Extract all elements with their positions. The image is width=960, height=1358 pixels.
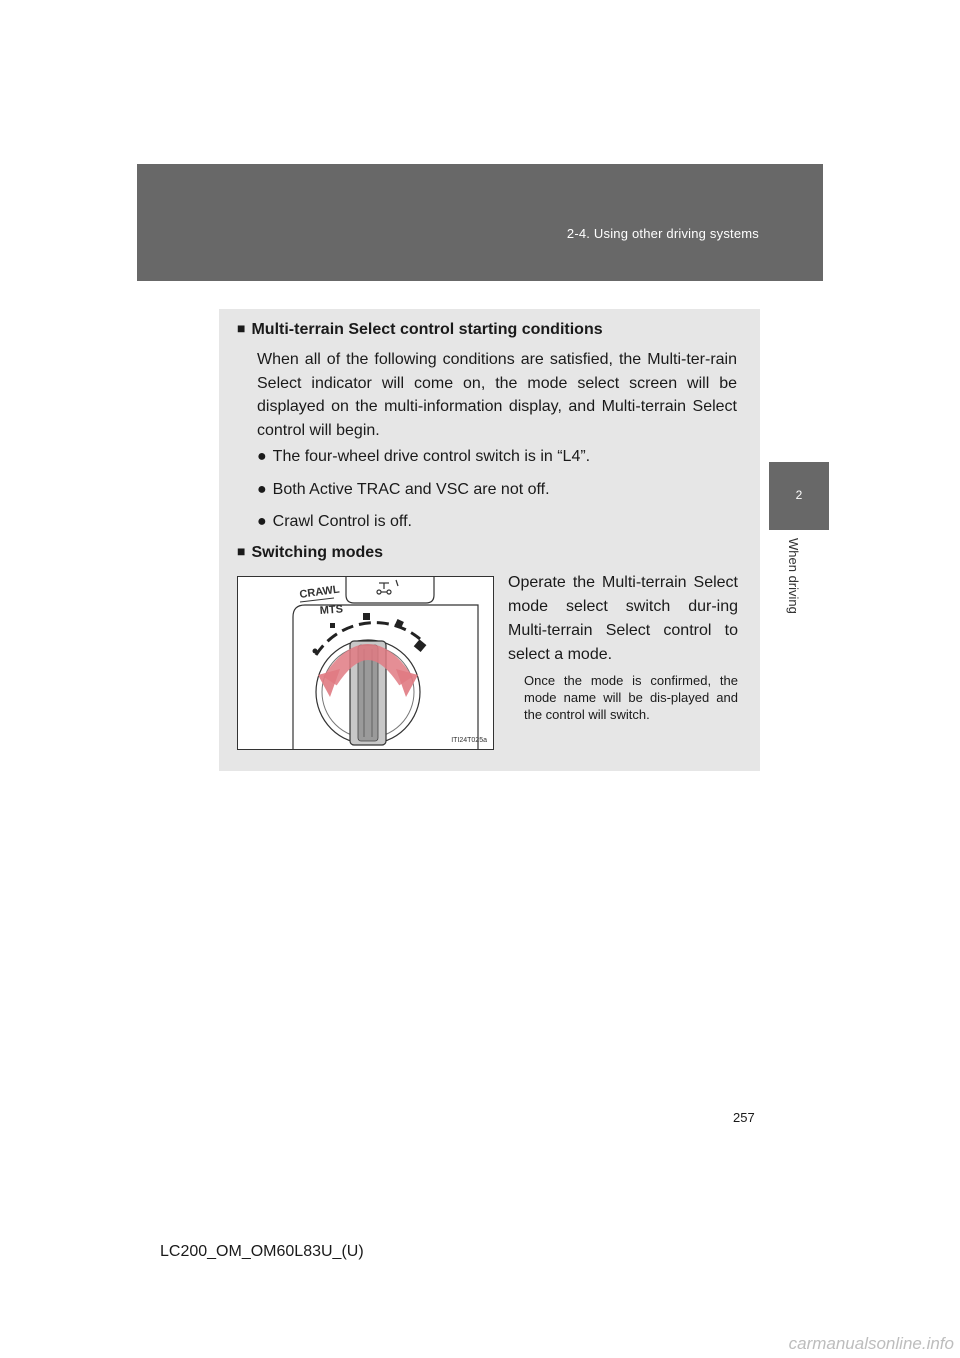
list-item bbox=[257, 513, 412, 531]
watermark-text[interactable]: carmanualsonline.info bbox=[788, 1334, 954, 1353]
header-bar bbox=[137, 164, 823, 281]
list-item-text: The four-wheel drive control switch is in “L4”. bbox=[272, 448, 591, 465]
switching-instruction: Operate the Multi-terrain Select mode select switch dur-ing Multi-terrain Select control to select a mode. bbox=[508, 574, 738, 663]
section-heading-starting-conditions bbox=[237, 321, 603, 339]
chapter-label: When driving bbox=[786, 538, 801, 614]
list-item-text: Crawl Control is off. bbox=[272, 513, 412, 530]
round-bullet-icon: ● bbox=[257, 513, 267, 530]
chapter-number: 2 bbox=[795, 488, 803, 502]
dial-diagram bbox=[238, 577, 493, 749]
heading-text: Multi-terrain Select control starting conditions bbox=[251, 321, 603, 338]
document-code: LC200_OM_OM60L83U_(U) bbox=[160, 1243, 364, 1260]
list-item bbox=[257, 448, 590, 466]
square-bullet-icon: ■ bbox=[237, 320, 246, 336]
round-bullet-icon: ● bbox=[257, 448, 267, 465]
conditions-paragraph: When all of the following conditions are satisfied, the Multi-ter-rain Select indicator will come on, the mode select screen will be displayed on the multi-information display, and Multi-terrain Select control will begin. bbox=[257, 351, 737, 439]
button-symbol-icon bbox=[377, 580, 398, 594]
round-bullet-icon: ● bbox=[257, 481, 267, 498]
switching-note: Once the mode is confirmed, the mode name will be dis-played and the control will switch. bbox=[524, 673, 738, 722]
heading-text: Switching modes bbox=[251, 544, 384, 561]
mts-label: MTS bbox=[319, 603, 344, 617]
mode-switch-illustration bbox=[237, 576, 494, 750]
section-heading-switching-modes bbox=[237, 544, 383, 562]
list-item-text: Both Active TRAC and VSC are not off. bbox=[272, 481, 550, 498]
list-item bbox=[257, 481, 550, 499]
section-title: 2-4. Using other driving systems bbox=[566, 226, 759, 241]
page-number: 257 bbox=[733, 1110, 755, 1125]
chapter-tab[interactable] bbox=[769, 462, 829, 530]
watermark-bar bbox=[0, 1330, 960, 1358]
square-bullet-icon: ■ bbox=[237, 543, 246, 559]
crawl-label: CRAWL bbox=[298, 583, 341, 601]
figure-code: ITI24T025a bbox=[451, 737, 487, 744]
